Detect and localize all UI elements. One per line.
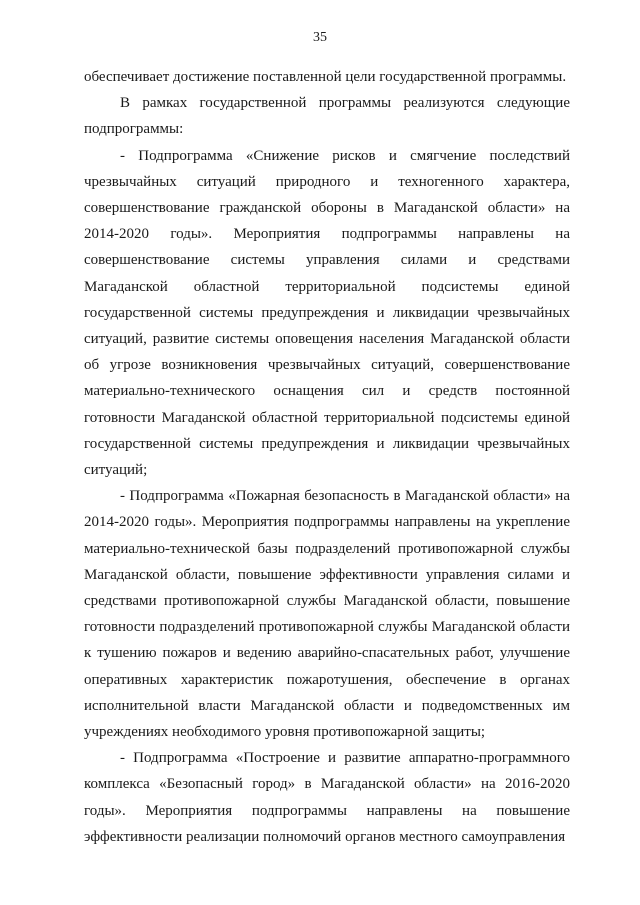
page-number: 35 bbox=[313, 30, 327, 45]
paragraph-continuation: обеспечивает достижение поставленной цели государственной программы. bbox=[84, 69, 567, 85]
paragraph-subprogram-risk-reduction: - Подпрограмма «Снижение рисков и смягчение последствий чрезвычайных ситуаций природного и техногенного характера, совершенствование гражданской обороны в Магаданской области» на 2014-2020 годы». Мероприятия подпрограммы направлены на совершенствование системы управления силами и средствами Магаданской областной территориальной подсистемы единой государственной системы предупреждения и ликвидации чрезвычайных ситуаций, развитие системы оповещения населения Магаданской области об угрозе возникновения чрезвычайных ситуаций, совершенствование материально-технического оснащения сил и средств постоянной готовности Магаданской областной территориальной подсистемы единой государственной системы предупреждения и ликвидации чрезвычайных ситуаций; bbox=[84, 147, 570, 479]
paragraph-subprogram-safe-city: - Подпрограмма «Построение и развитие аппаратно-программного комплекса «Безопасный город» в Магаданской области» на 2016-2020 годы». Мероприятия подпрограммы направлены на повышение эффективности реализации полномочий органов местного самоуправления bbox=[84, 750, 570, 845]
document-body bbox=[84, 64, 570, 850]
paragraph-intro: В рамках государственной программы реализуются следующие подпрограммы: bbox=[84, 95, 570, 138]
paragraph-subprogram-fire-safety: - Подпрограмма «Пожарная безопасность в Магаданской области» на 2014-2020 годы». Мероприятия подпрограммы направлены на укрепление материально-технической базы подразделений противопожарной службы Магаданской области, повышение эффективности управления силами и средствами противопожарной службы Магаданской области, повышение готовности подразделений противопожарной службы Магаданской области к тушению пожаров и ведению аварийно-спасательных работ, улучшение оперативных характеристик пожаротушения, обеспечение в органах исполнительной власти Магаданской области и подведомственных им учреждениях необходимого уровня противопожарной защиты; bbox=[84, 488, 570, 741]
